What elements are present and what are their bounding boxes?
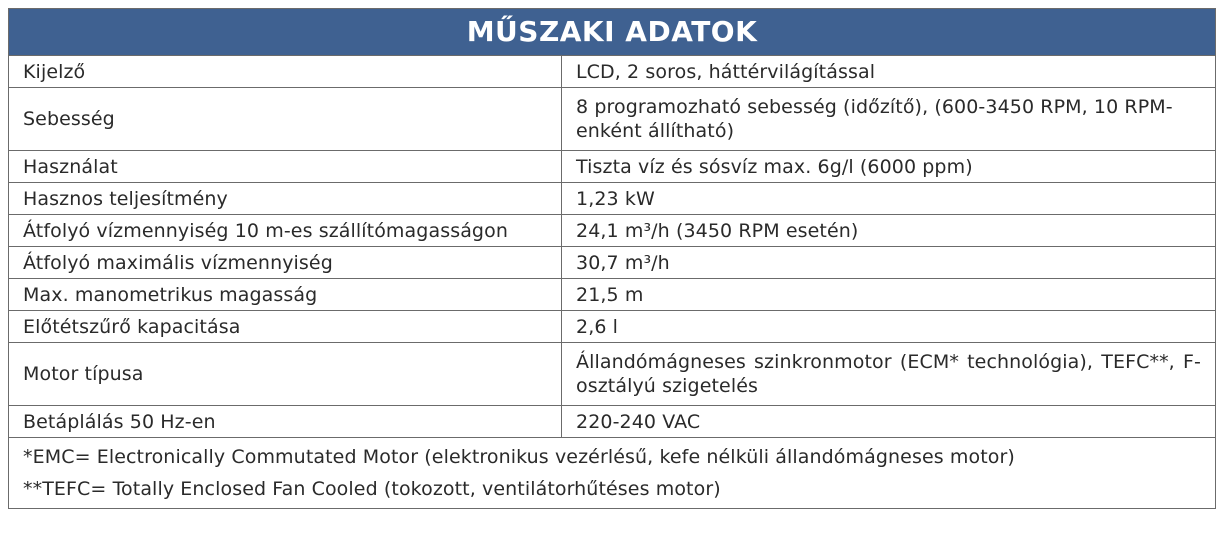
specs-table <box>8 8 1216 509</box>
spec-label: Max. manometrikus magasság <box>9 279 562 311</box>
spec-row-display <box>9 56 1216 88</box>
spec-value: Tiszta víz és sósvíz max. 6g/l (6000 ppm) <box>562 151 1216 183</box>
footnote-tefc: **TEFC= Totally Enclosed Fan Cooled (tokozott, ventilátorhűtéses motor) <box>23 478 721 500</box>
spec-row-supply <box>9 406 1216 438</box>
spec-row-power <box>9 183 1216 215</box>
spec-row-speed <box>9 88 1216 151</box>
title-row <box>9 9 1216 56</box>
spec-label: Előtétszűrő kapacitása <box>9 311 562 343</box>
spec-label: Motor típusa <box>9 343 562 406</box>
spec-value: 21,5 m <box>562 279 1216 311</box>
spec-row-motor <box>9 343 1216 406</box>
spec-row-usage <box>9 151 1216 183</box>
spec-label: Átfolyó maximális vízmennyiség <box>9 247 562 279</box>
spec-label: Hasznos teljesítmény <box>9 183 562 215</box>
spec-value: Állandómágneses szinkronmotor (ECM* technológia), TEFC**, F-osztályú szigetelés <box>562 343 1216 406</box>
spec-label: Betáplálás 50 Hz-en <box>9 406 562 438</box>
spec-value: 30,7 m³/h <box>562 247 1216 279</box>
spec-value: 8 programozható sebesség (időzítő), (600-3450 RPM, 10 RPM-enként állítható) <box>562 88 1216 151</box>
spec-label: Használat <box>9 151 562 183</box>
spec-label: Átfolyó vízmennyiség 10 m-es szállítómagasságon <box>9 215 562 247</box>
footnotes <box>9 438 1216 509</box>
spec-label: Sebesség <box>9 88 562 151</box>
footnote-row <box>9 438 1216 509</box>
spec-row-flow-max <box>9 247 1216 279</box>
footnote-emc: *EMC= Electronically Commutated Motor (elektronikus vezérlésű, kefe nélküli állandómágneses motor) <box>23 446 1015 468</box>
spec-value: 220-240 VAC <box>562 406 1216 438</box>
table-title: MŰSZAKI ADATOK <box>9 9 1216 56</box>
spec-value: 2,6 l <box>562 311 1216 343</box>
spec-value: LCD, 2 soros, háttérvilágítással <box>562 56 1216 88</box>
spec-value: 24,1 m³/h (3450 RPM esetén) <box>562 215 1216 247</box>
spec-label: Kijelző <box>9 56 562 88</box>
spec-row-head <box>9 279 1216 311</box>
spec-row-filter <box>9 311 1216 343</box>
spec-row-flow-10m <box>9 215 1216 247</box>
spec-value: 1,23 kW <box>562 183 1216 215</box>
